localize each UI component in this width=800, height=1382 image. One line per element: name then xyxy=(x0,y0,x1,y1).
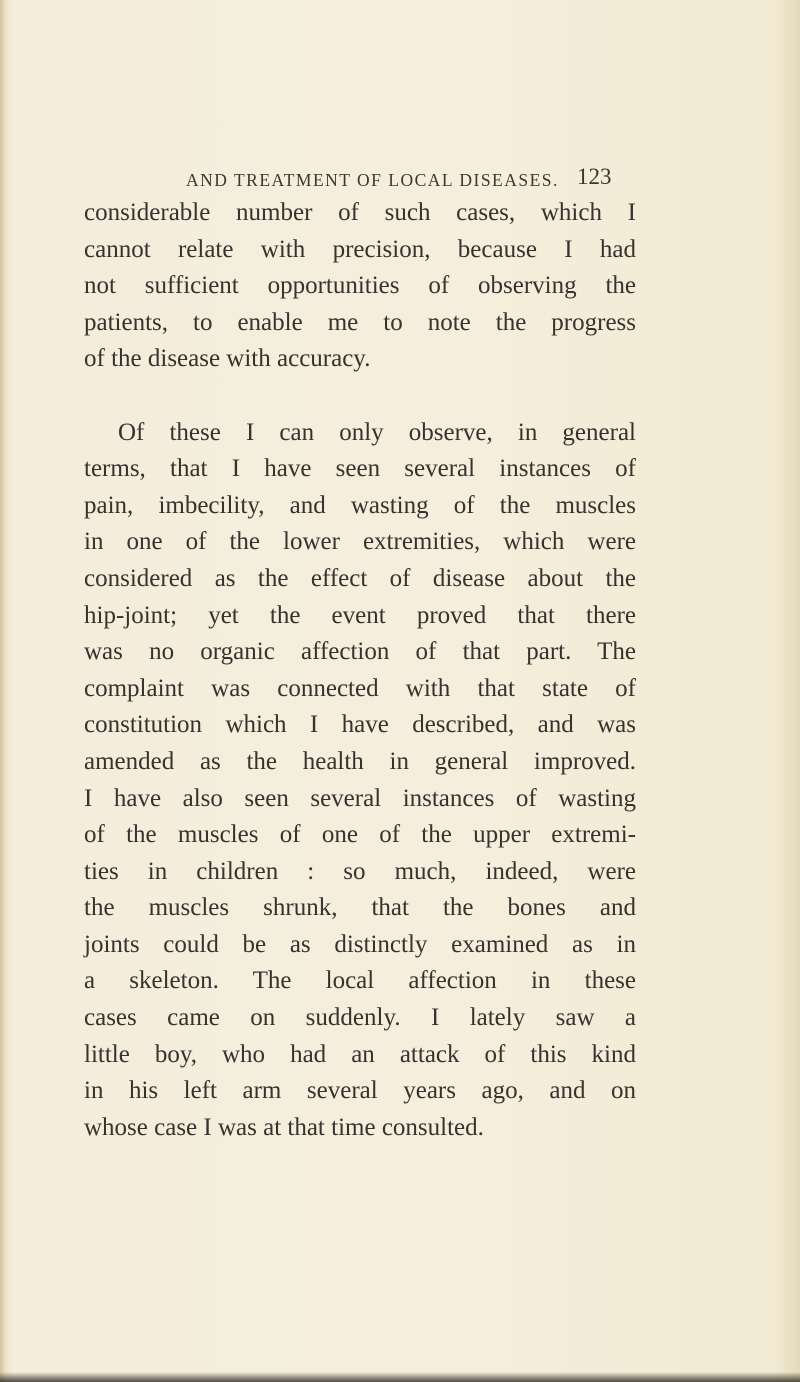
text-line: not sufficient opportunities of observing the xyxy=(84,272,636,300)
text-line: considerable number of such cases, which I xyxy=(84,199,636,226)
text-line: in one of the lower extremities, which were xyxy=(84,528,636,556)
text-line: joints could be as distinctly examined as in xyxy=(84,930,636,958)
text-line: little boy, who had an attack of this kind xyxy=(84,1040,636,1068)
text-line: patients, to enable me to note the progress xyxy=(84,308,636,336)
text-line: a skeleton. The local affection in these xyxy=(84,967,636,995)
running-head: AND TREATMENT OF LOCAL DISEASES. xyxy=(186,170,559,190)
text-line: ties in children : so much, indeed, were xyxy=(84,857,636,885)
text-line: of the muscles of one of the upper extremi- xyxy=(84,821,636,849)
text-line: considered as the effect of disease about the xyxy=(84,564,636,592)
text-line: whose case I was at that time consulted. xyxy=(84,1113,484,1141)
text-line: cannot relate with precision, because I had xyxy=(84,235,636,263)
text-line: amended as the health in general improved. xyxy=(84,747,636,775)
text-line: in his left arm several years ago, and on xyxy=(84,1077,636,1105)
text-line: I have also seen several instances of wasting xyxy=(84,784,636,812)
text-line: hip-joint; yet the event proved that there xyxy=(84,601,636,629)
body-text xyxy=(84,195,636,1146)
text-line: constitution which I have described, and was xyxy=(84,711,636,739)
paragraph-gap xyxy=(84,378,636,415)
text-line: complaint was connected with that state of xyxy=(84,674,636,702)
text-line: the muscles shrunk, that the bones and xyxy=(84,894,636,922)
page-header xyxy=(0,160,800,200)
paragraph xyxy=(84,415,636,1147)
page-bottom-edge xyxy=(0,1372,800,1382)
text-line: cases came on suddenly. I lately saw a xyxy=(84,1004,636,1032)
text-line: Of these I can only observe, in general xyxy=(118,418,636,446)
text-line: of the disease with accuracy. xyxy=(84,345,371,373)
page-number: 123 xyxy=(577,164,612,189)
text-line: pain, imbecility, and wasting of the muscles xyxy=(84,491,636,519)
text-line: was no organic affection of that part. The xyxy=(84,638,636,666)
page-binding-edge xyxy=(0,0,6,1382)
text-line: terms, that I have seen several instances of xyxy=(84,455,636,483)
paragraph xyxy=(84,195,636,378)
